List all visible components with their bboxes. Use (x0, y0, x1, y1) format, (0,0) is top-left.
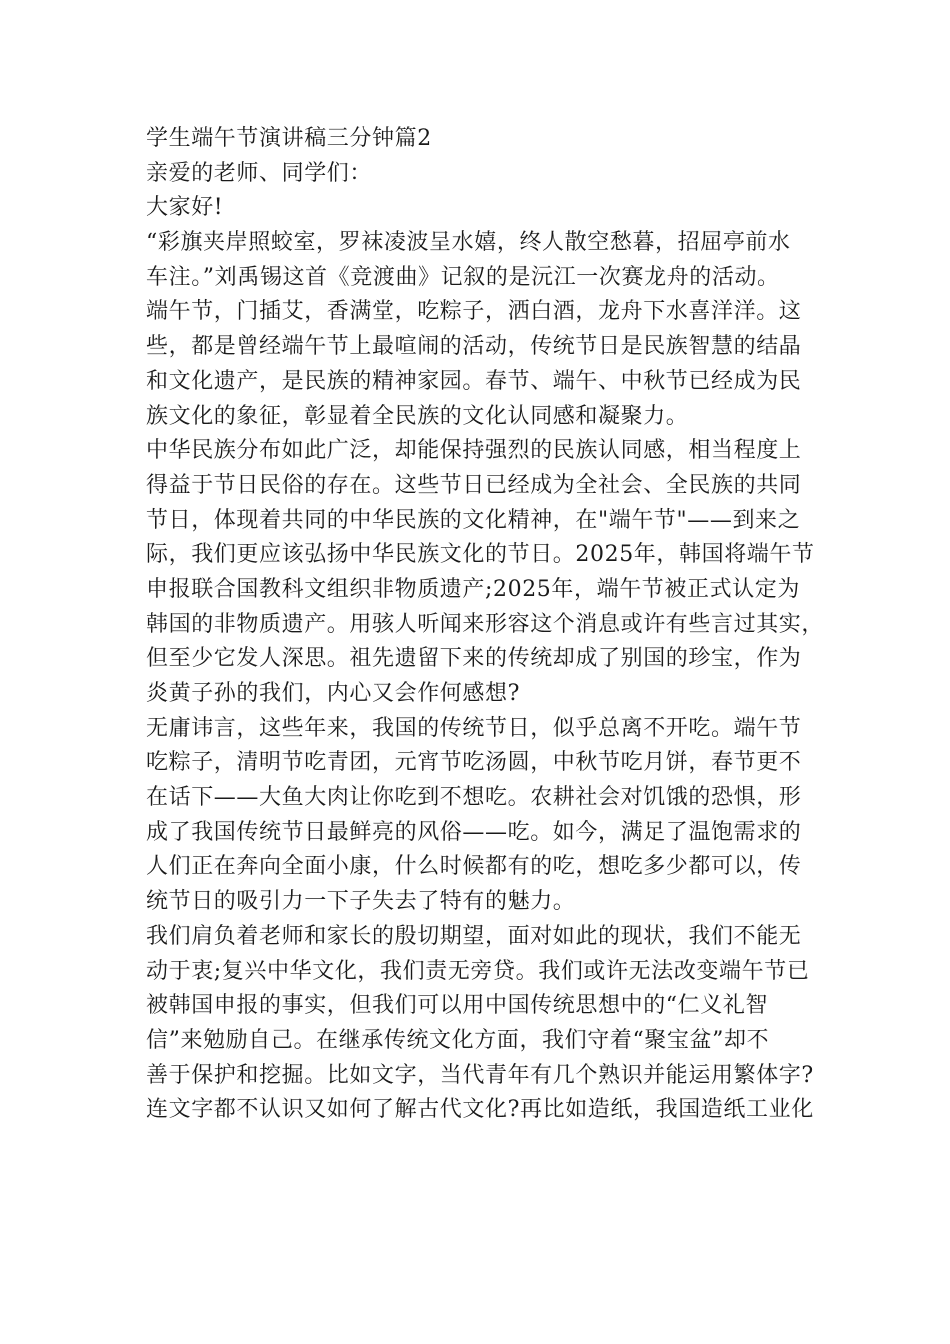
paragraph-2 (146, 434, 825, 712)
paragraph-line: 吃粽子，清明节吃青团，元宵节吃汤圆，中秋节吃月饼，春节更不 (146, 750, 802, 776)
paragraph-line: 中华民族分布如此广泛，却能保持强烈的民族认同感，相当程度上 (146, 438, 802, 464)
paragraph-line: 统节日的吸引力一下子失去了特有的魅力。 (146, 889, 576, 915)
paragraph-line: 际，我们更应该弘扬中华民族文化的节日。2025年，韩国将端午节 (146, 542, 815, 568)
paragraph-1 (146, 226, 808, 434)
paragraph-line: 信”来勉励自己。在继承传统文化方面，我们守着“聚宝盆”却不 (146, 1027, 770, 1053)
document-body (146, 122, 825, 1128)
paragraph-line: 连文字都不认识又如何了解古代文化?再比如造纸，我国造纸工业化 (146, 1097, 814, 1123)
paragraph-4 (146, 920, 814, 1128)
paragraph-line: 申报联合国教科文组织非物质遗产;2025年，端午节被正式认定为 (146, 576, 801, 602)
document-title: 学生端午节演讲稿三分钟篇2 (146, 126, 432, 151)
salutation: 亲爱的老师、同学们： (146, 160, 373, 186)
paragraph-line: 人们正在奔向全面小康，什么时候都有的吃，想吃多少都可以，传 (146, 854, 802, 880)
paragraph-line: 炎黄子孙的我们，内心又会作何感想? (146, 681, 520, 706)
paragraph-line: 节日，体现着共同的中华民族的文化精神，在"端午节"——到来之 (146, 507, 801, 533)
paragraph-line: 被韩国申报的事实，但我们可以用中国传统思想中的“仁义礼智 (146, 993, 769, 1019)
paragraph-line: 车注。”刘禹锡这首《竞渡曲》记叙的是沅江一次赛龙舟的活动。 (146, 264, 780, 290)
paragraph-line: 但至少它发人深思。祖先遗留下来的传统却成了别国的珍宝，作为 (146, 646, 802, 672)
paragraph-3 (146, 712, 808, 920)
paragraph-line: 无庸讳言，这些年来，我国的传统节日，似乎总离不开吃。端午节 (146, 715, 802, 741)
paragraph-line: 些，都是曾经端午节上最喧闹的活动，传统节日是民族智慧的结晶 (146, 334, 802, 360)
paragraph-line: “彩旗夹岸照蛟室，罗袜凌波呈水嬉，终人散空愁暮，招屈亭前水 (146, 230, 791, 256)
paragraph-line: 韩国的非物质遗产。用骇人听闻来形容这个消息或许有些言过其实， (146, 611, 825, 637)
paragraph-line: 和文化遗产，是民族的精神家园。春节、端午、中秋节已经成为民 (146, 368, 802, 394)
greeting: 大家好! (146, 195, 224, 221)
paragraph-line: 我们肩负着老师和家长的殷切期望，面对如此的现状，我们不能无 (146, 923, 802, 949)
paragraph-line: 动于衷;复兴中华文化，我们责无旁贷。我们或许无法改变端午节已 (146, 958, 810, 984)
paragraph-line: 善于保护和挖掘。比如文字，当代青年有几个熟识并能运用繁体字? (146, 1062, 814, 1088)
paragraph-line: 成了我国传统节日最鲜亮的风俗——吃。如今，满足了温饱需求的 (146, 819, 802, 845)
paragraph-line: 族文化的象征，彰显着全民族的文化认同感和凝聚力。 (146, 403, 689, 429)
paragraph-line: 在话下——大鱼大肉让你吃到不想吃。农耕社会对饥饿的恐惧，形 (146, 785, 802, 811)
paragraph-line: 端午节，门插艾，香满堂，吃粽子，洒白酒，龙舟下水喜洋洋。这 (146, 299, 802, 325)
paragraph-line: 得益于节日民俗的存在。这些节日已经成为全社会、全民族的共同 (146, 472, 802, 498)
